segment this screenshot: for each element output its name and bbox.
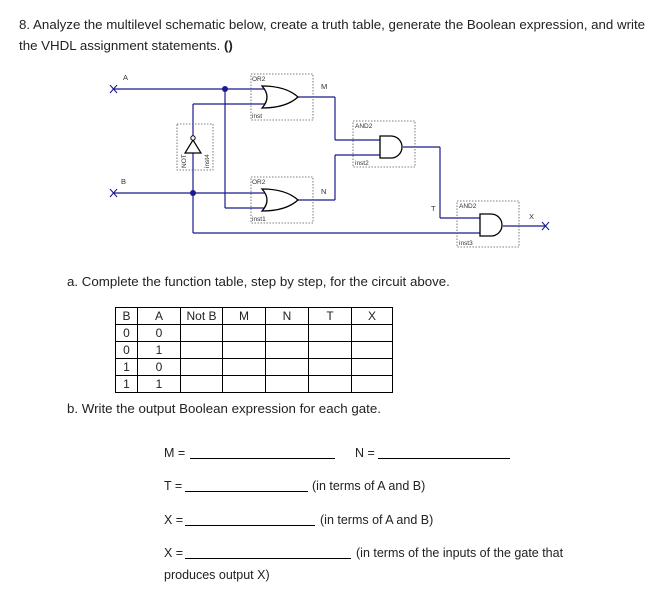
and-out-type: AND2: [459, 203, 477, 210]
table-row: [116, 342, 393, 359]
and-mid-inst: inst2: [355, 160, 369, 167]
t-note: (in terms of A and B): [312, 479, 426, 493]
cell-b: 1: [116, 359, 138, 376]
label-wire-m: M: [321, 82, 328, 91]
cell-a: 1: [138, 376, 181, 393]
question-points: (): [223, 38, 233, 53]
x1-note: (in terms of A and B): [320, 513, 434, 527]
x1-answer-line[interactable]: [185, 525, 315, 526]
label-wire-t: T: [431, 204, 436, 213]
n-answer-line[interactable]: [378, 458, 510, 459]
or-top-inst: inst: [252, 113, 263, 120]
cell-not-b[interactable]: [181, 359, 223, 376]
cell-t[interactable]: [309, 376, 352, 393]
cell-b: 0: [116, 325, 138, 342]
junction-b: [190, 190, 196, 196]
cell-a: 1: [138, 342, 181, 359]
cell-x[interactable]: [352, 376, 393, 393]
m-label: M =: [164, 446, 186, 460]
m-answer-line[interactable]: [190, 458, 335, 459]
cell-a: 0: [138, 325, 181, 342]
table-row: [116, 376, 393, 393]
and-out-inst: inst3: [459, 240, 473, 247]
cell-not-b[interactable]: [181, 342, 223, 359]
and-mid-type: AND2: [355, 123, 373, 130]
cell-n[interactable]: [266, 376, 309, 393]
t-label: T =: [164, 479, 183, 493]
label-wire-n: N: [321, 187, 327, 196]
not-type: NOT: [181, 154, 188, 168]
cell-x[interactable]: [352, 325, 393, 342]
not-bubble: [191, 136, 195, 140]
cell-t[interactable]: [309, 325, 352, 342]
cell-m[interactable]: [223, 342, 266, 359]
question-body: 8. Analyze the multilevel schematic below, create a truth table, generate the Boolean expression, and write the VHDL assignment statements.: [19, 17, 646, 53]
cell-t[interactable]: [309, 342, 352, 359]
cell-m[interactable]: [223, 359, 266, 376]
cell-m[interactable]: [223, 325, 266, 342]
or-gate-top: [262, 86, 298, 108]
x2-note: (in terms of the inputs of the gate that: [356, 546, 564, 560]
cell-a: 0: [138, 359, 181, 376]
table-row: [116, 359, 393, 376]
cell-not-b[interactable]: [181, 376, 223, 393]
cell-n[interactable]: [266, 325, 309, 342]
col-t: T: [309, 308, 352, 325]
cell-x[interactable]: [352, 342, 393, 359]
cell-n[interactable]: [266, 342, 309, 359]
x1-label: X =: [164, 513, 184, 527]
x2-note-continued: produces output X): [164, 568, 270, 582]
logic-schematic: [0, 0, 666, 270]
truth-table-header: [116, 308, 393, 325]
or-gate-bottom: [262, 189, 298, 211]
col-x: X: [352, 308, 393, 325]
not-gate: [185, 140, 201, 153]
table-row: [116, 325, 393, 342]
truth-table: [115, 307, 393, 393]
or-bot-type: OR2: [252, 179, 266, 186]
pin-markers: [110, 85, 549, 230]
label-input-b: B: [121, 177, 127, 186]
col-n: N: [266, 308, 309, 325]
label-input-a: A: [123, 73, 129, 82]
col-not-b: Not B: [181, 308, 223, 325]
col-m: M: [223, 308, 266, 325]
junction-a: [222, 86, 228, 92]
or-bot-inst: inst1: [252, 216, 266, 223]
col-b: B: [116, 308, 138, 325]
cell-n[interactable]: [266, 359, 309, 376]
x2-label: X =: [164, 546, 184, 560]
label-output-x: X: [529, 212, 535, 221]
or-top-type: OR2: [252, 76, 266, 83]
not-inst: inst4: [204, 154, 211, 168]
cell-m[interactable]: [223, 376, 266, 393]
part-a-prompt: a. Complete the function table, step by step, for the circuit above.: [67, 274, 450, 289]
and-gate-output: [480, 214, 502, 236]
cell-b: 1: [116, 376, 138, 393]
part-b-prompt: b. Write the output Boolean expression for each gate.: [67, 401, 381, 416]
cell-b: 0: [116, 342, 138, 359]
n-label: N =: [355, 446, 375, 460]
cell-not-b[interactable]: [181, 325, 223, 342]
cell-t[interactable]: [309, 359, 352, 376]
and-gate-middle: [380, 136, 402, 158]
x2-answer-line[interactable]: [185, 558, 351, 559]
t-answer-line[interactable]: [185, 491, 308, 492]
cell-x[interactable]: [352, 359, 393, 376]
col-a: A: [138, 308, 181, 325]
